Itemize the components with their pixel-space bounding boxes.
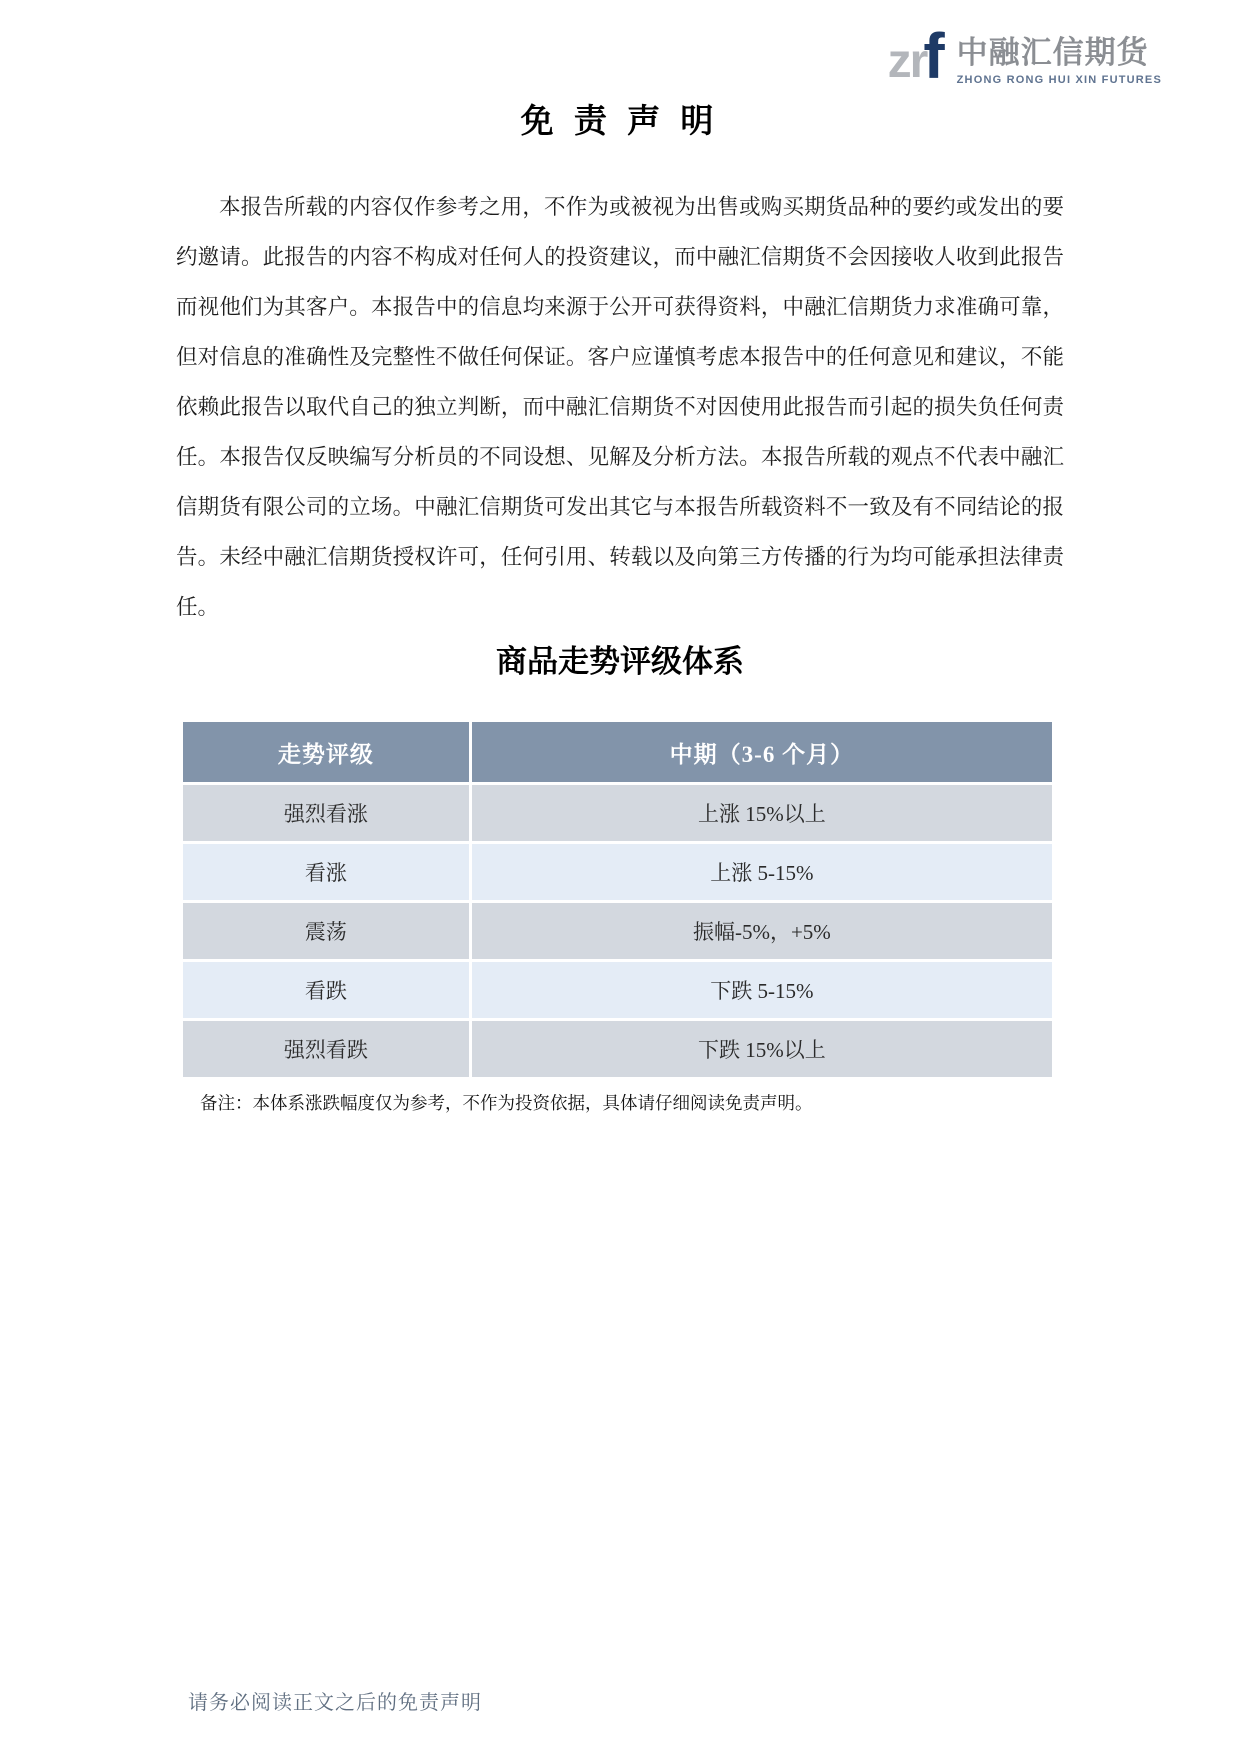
- range-cell: 上涨 5-15%: [472, 844, 1052, 900]
- table-row: [183, 962, 1052, 1018]
- logo-zrf-mark: [887, 20, 945, 92]
- range-cell: 上涨 15%以上: [472, 785, 1052, 841]
- company-name-english: ZHONG RONG HUI XIN FUTURES: [956, 73, 1162, 86]
- range-cell: 下跌 15%以上: [472, 1021, 1052, 1077]
- company-name-chinese: 中融汇信期货: [956, 34, 1149, 70]
- rating-table: [180, 719, 1055, 1080]
- rating-cell: 强烈看跌: [183, 1021, 469, 1077]
- range-cell: 下跌 5-15%: [472, 962, 1052, 1018]
- company-logo: [887, 20, 1162, 92]
- range-cell: 振幅-5%，+5%: [472, 903, 1052, 959]
- table-header-row: [183, 722, 1052, 782]
- rating-cell: 看跌: [183, 962, 469, 1018]
- table-row: [183, 844, 1052, 900]
- logo-text-block: [957, 27, 1162, 86]
- rating-cell: 强烈看涨: [183, 785, 469, 841]
- table-row: [183, 785, 1052, 841]
- rating-cell: 看涨: [183, 844, 469, 900]
- header-cell-midterm: 中期（3-6 个月）: [472, 722, 1052, 782]
- header-cell-rating: 走势评级: [183, 722, 469, 782]
- disclaimer-paragraph: 本报告所载的内容仅作参考之用，不作为或被视为出售或购买期货品种的要约或发出的要约邀请。此报告的内容不构成对任何人的投资建议，而中融汇信期货不会因接收人收到此报告而视他们为其客户。本报告中的信息均来源于公开可获得资料，中融汇信期货力求准确可靠，但对信息的准确性及完整性不做任何保证。客户应谨慎考虑本报告中的任何意见和建议，不能依赖此报告以取代自己的独立判断，而中融汇信期货不对因使用此报告而引起的损失负任何责任。本报告仅反映编写分析员的不同设想、见解及分析方法。本报告所载的观点不代表中融汇信期货有限公司的立场。中融汇信期货可发出其它与本报告所载资料不一致及有不同结论的报告。未经中融汇信期货授权许可，任何引用、转载以及向第三方传播的行为均可能承担法律责任。: [176, 195, 1064, 619]
- table-note: 备注：本体系涨跌幅度仅为参考，不作为投资依据，具体请仔细阅读免责声明。: [200, 1093, 813, 1113]
- rating-cell: 震荡: [183, 903, 469, 959]
- footer-disclaimer-reminder: 请务必阅读正文之后的免责声明: [188, 1692, 482, 1714]
- table-row: [183, 1021, 1052, 1077]
- table-row: [183, 903, 1052, 959]
- logo-zr-letters: zr: [887, 35, 927, 88]
- logo-f-letter: f: [923, 20, 945, 92]
- section-title: 商品走势评级体系: [496, 644, 744, 679]
- page-title: 免 责 声 明: [520, 104, 720, 140]
